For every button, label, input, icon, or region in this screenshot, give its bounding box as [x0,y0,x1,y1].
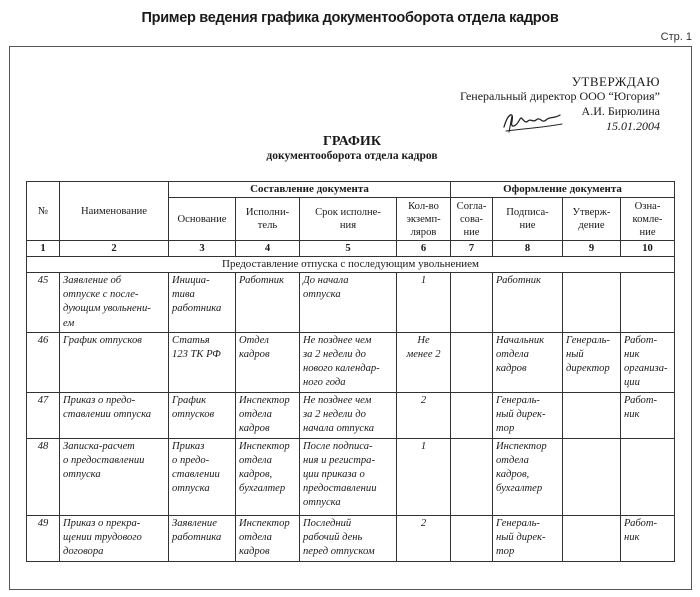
cell-copies: 1 [397,438,451,515]
cell-num: 46 [27,332,60,392]
header-basis: Основание [169,198,236,241]
section-row [27,257,675,273]
page-title: Пример ведения графика документооборота отдела кадров [141,10,559,26]
cell-deadline: До начала отпуска [300,273,397,333]
approval-name: А.И. Бирюлина [581,104,660,118]
cell-name: График отпусков [60,332,169,392]
cell-deadline: Последний рабочий день перед отпуском [300,515,397,561]
cell-deadline: Не позднее чем за 2 недели до нового календар- ного года [300,332,397,392]
cell-copies: 1 [397,273,451,333]
cell-confirmation: Генераль- ный директор [563,332,621,392]
cell-confirmation [563,392,621,438]
cell-num: 49 [27,515,60,561]
cell-deadline: После подписа- ния и регистра- ции приказа о предоставлении отпуска [300,438,397,515]
cell-familiarization: Работ- ник [621,515,675,561]
column-number: 1 [27,241,60,257]
cell-executor: Инспектор отдела кадров [236,392,300,438]
header-confirmation: Утверж- дение [563,198,621,241]
document-subtitle: документооборота отдела кадров [266,150,438,162]
cell-confirmation [563,273,621,333]
table-row [27,515,675,561]
cell-signing: Работник [493,273,563,333]
header-row-numbers [27,241,675,257]
cell-approval [451,332,493,392]
column-number: 5 [300,241,397,257]
header-row-groups [27,182,675,198]
cell-executor: Отдел кадров [236,332,300,392]
header-deadline: Срок исполне- ния [300,198,397,241]
cell-name: Приказ о прекра- щении трудового договора [60,515,169,561]
cell-num: 48 [27,438,60,515]
document-title: ГРАФИК [323,134,381,149]
signature-image [500,107,566,135]
table-row [27,438,675,515]
cell-basis: Приказ о предо- ставлении отпуска [169,438,236,515]
cell-signing: Генераль- ный дирек- тор [493,392,563,438]
cell-approval [451,438,493,515]
table-row [27,332,675,392]
cell-num: 47 [27,392,60,438]
cell-basis: Заявление работника [169,515,236,561]
cell-num: 45 [27,273,60,333]
cell-copies: Не менее 2 [397,332,451,392]
approval-position: Генеральный директор ООО “Югория” [459,89,660,103]
cell-approval [451,273,493,333]
header-name: Наименование [60,182,169,241]
header-number: № [27,182,60,241]
cell-name: Записка-расчет о предоставлении отпуска [60,438,169,515]
cell-executor: Работник [236,273,300,333]
approval-heading: УТВЕРЖДАЮ [571,74,660,89]
section-title: Предоставление отпуска с последующим увольнением [27,257,675,273]
cell-copies: 2 [397,515,451,561]
cell-approval [451,515,493,561]
cell-confirmation [563,438,621,515]
column-number: 6 [397,241,451,257]
header-approval: Согла- сова- ние [451,198,493,241]
cell-copies: 2 [397,392,451,438]
column-number: 7 [451,241,493,257]
header-group-compose: Составление документа [169,182,451,198]
cell-executor: Инспектор отдела кадров [236,515,300,561]
column-number: 8 [493,241,563,257]
cell-familiarization [621,273,675,333]
column-number: 4 [236,241,300,257]
column-number: 9 [563,241,621,257]
header-signing: Подписа- ние [493,198,563,241]
cell-familiarization: Работ- ник [621,392,675,438]
table-row [27,392,675,438]
cell-basis: Инициа- тива работника [169,273,236,333]
header-copies: Кол-во экземп- ляров [397,198,451,241]
cell-confirmation [563,515,621,561]
cell-familiarization: Работ- ник организа- ции [621,332,675,392]
cell-deadline: Не позднее чем за 2 недели до начала отпуска [300,392,397,438]
header-group-format: Оформление документа [451,182,675,198]
column-number: 3 [169,241,236,257]
table-row [27,273,675,333]
cell-signing: Инспектор отдела кадров, бухгалтер [493,438,563,515]
header-executor: Исполни- тель [236,198,300,241]
cell-basis: График отпусков [169,392,236,438]
schedule-table [26,181,675,562]
header-familiarization: Озна- комле- ние [621,198,675,241]
document-sheet [9,46,692,590]
cell-familiarization [621,438,675,515]
column-number: 10 [621,241,675,257]
column-number: 2 [60,241,169,257]
cell-name: Заявление об отпуске с после- дующим увольнени- ем [60,273,169,333]
cell-name: Приказ о предо- ставлении отпуска [60,392,169,438]
document-heading [242,134,462,164]
cell-approval [451,392,493,438]
page-number: Стр. 1 [660,31,692,43]
cell-executor: Инспектор отдела кадров, бухгалтер [236,438,300,515]
cell-signing: Генераль- ный дирек- тор [493,515,563,561]
cell-signing: Начальник отдела кадров [493,332,563,392]
approval-date: 15.01.2004 [606,119,660,133]
cell-basis: Статья 123 ТК РФ [169,332,236,392]
